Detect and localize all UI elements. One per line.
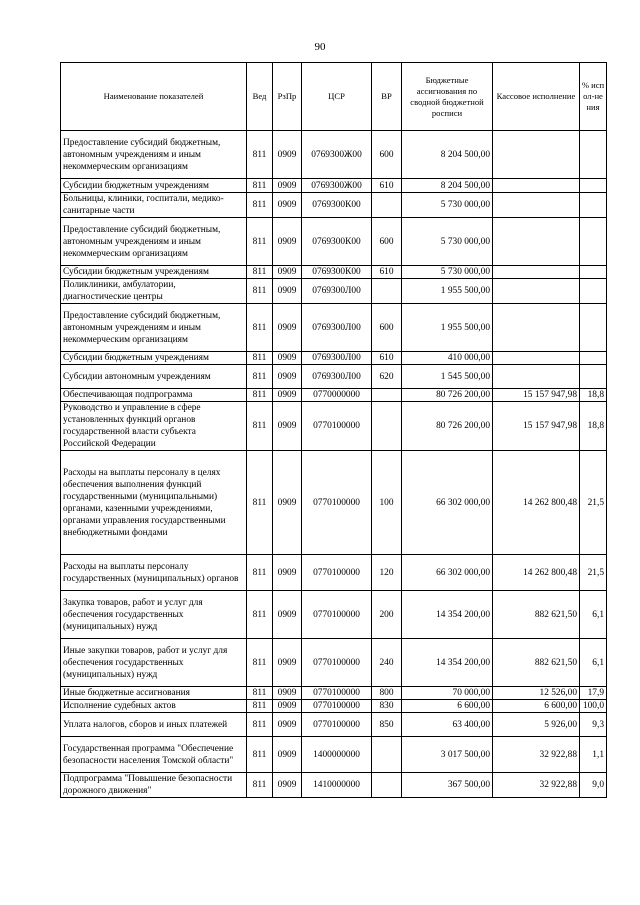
cell-rzpr: 0909 — [273, 389, 302, 402]
cell-name: Подпрограмма "Повышение безопасности дорожного движения" — [61, 773, 247, 798]
cell-name: Поликлиники, амбулатории, диагностические центры — [61, 279, 247, 304]
cell-name: Расходы на выплаты персоналу в целях обеспечения выполнения функций государственными (муниципальными) органами, казенными учреждениями, органами управления государственными внебюджетными фондами — [61, 451, 247, 555]
cell-rzpr: 0909 — [273, 304, 302, 352]
cell-execution-percent — [580, 193, 607, 218]
cell-assignment: 6 600,00 — [402, 700, 493, 713]
cell-rzpr: 0909 — [273, 352, 302, 365]
table-row — [61, 365, 607, 389]
cell-rzpr: 0909 — [273, 402, 302, 451]
cell-name: Государственная программа "Обеспечение безопасности населения Томской области" — [61, 737, 247, 773]
cell-ved: 811 — [247, 193, 273, 218]
table-row — [61, 266, 607, 279]
cell-assignment: 3 017 500,00 — [402, 737, 493, 773]
cell-csr: 0770100000 — [302, 700, 372, 713]
header-rzpr: РзПр — [273, 63, 302, 131]
page-number: 90 — [314, 41, 326, 53]
cell-execution-percent: 18,8 — [580, 402, 607, 451]
cell-vr — [372, 737, 402, 773]
cell-csr: 0770000000 — [302, 389, 372, 402]
cell-ved: 811 — [247, 131, 273, 179]
cell-name: Руководство и управление в сфере установленных функций органов государственной власти субъекта Российской Федерации — [61, 402, 247, 451]
cell-vr: 120 — [372, 555, 402, 591]
cell-assignment: 410 000,00 — [402, 352, 493, 365]
cell-assignment: 14 354 200,00 — [402, 639, 493, 687]
table-row — [61, 389, 607, 402]
cell-csr: 0769300Л00 — [302, 352, 372, 365]
header-csr: ЦСР — [302, 63, 372, 131]
cell-execution-percent — [580, 365, 607, 389]
table-row — [61, 591, 607, 639]
cell-vr — [372, 279, 402, 304]
cell-csr: 0769300Л00 — [302, 279, 372, 304]
cell-ved: 811 — [247, 737, 273, 773]
cell-execution-percent — [580, 279, 607, 304]
cell-csr: 0769300Л00 — [302, 304, 372, 352]
cell-cash-execution — [493, 179, 580, 193]
header-ved: Вед — [247, 63, 273, 131]
cell-name: Предоставление субсидий бюджетным, автономным учреждениям и иным некоммерческим организациям — [61, 131, 247, 179]
cell-vr: 850 — [372, 713, 402, 737]
cell-assignment: 80 726 200,00 — [402, 389, 493, 402]
table-row — [61, 279, 607, 304]
cell-cash-execution — [493, 279, 580, 304]
cell-vr: 620 — [372, 365, 402, 389]
cell-name: Больницы, клиники, госпитали, медико-санитарные части — [61, 193, 247, 218]
cell-cash-execution — [493, 304, 580, 352]
cell-vr: 600 — [372, 131, 402, 179]
cell-vr — [372, 773, 402, 798]
cell-rzpr: 0909 — [273, 451, 302, 555]
cell-execution-percent — [580, 218, 607, 266]
cell-csr: 0770100000 — [302, 713, 372, 737]
cell-ved: 811 — [247, 179, 273, 193]
cell-cash-execution: 882 621,50 — [493, 639, 580, 687]
table-row — [61, 402, 607, 451]
cell-name: Иные бюджетные ассигнования — [61, 687, 247, 700]
cell-execution-percent: 18,8 — [580, 389, 607, 402]
cell-execution-percent — [580, 352, 607, 365]
cell-name: Предоставление субсидий бюджетным, автономным учреждениям и иным некоммерческим организациям — [61, 304, 247, 352]
cell-csr: 0770100000 — [302, 639, 372, 687]
cell-vr: 600 — [372, 218, 402, 266]
cell-name: Субсидии бюджетным учреждениям — [61, 352, 247, 365]
cell-assignment: 367 500,00 — [402, 773, 493, 798]
table-row — [61, 193, 607, 218]
cell-cash-execution: 5 926,00 — [493, 713, 580, 737]
cell-csr: 0770100000 — [302, 402, 372, 451]
cell-ved: 811 — [247, 591, 273, 639]
cell-ved: 811 — [247, 304, 273, 352]
cell-vr: 600 — [372, 304, 402, 352]
cell-ved: 811 — [247, 773, 273, 798]
cell-name: Субсидии автономным учреждениям — [61, 365, 247, 389]
table-row — [61, 179, 607, 193]
cell-csr: 1400000000 — [302, 737, 372, 773]
cell-cash-execution: 14 262 800,48 — [493, 451, 580, 555]
cell-cash-execution — [493, 193, 580, 218]
cell-rzpr: 0909 — [273, 737, 302, 773]
cell-rzpr: 0909 — [273, 179, 302, 193]
table-row — [61, 352, 607, 365]
cell-cash-execution: 32 922,88 — [493, 773, 580, 798]
cell-name: Закупка товаров, работ и услуг для обеспечения государственных (муниципальных) нужд — [61, 591, 247, 639]
cell-cash-execution: 15 157 947,98 — [493, 402, 580, 451]
table-row — [61, 218, 607, 266]
table-row — [61, 687, 607, 700]
cell-ved: 811 — [247, 279, 273, 304]
cell-rzpr: 0909 — [273, 131, 302, 179]
cell-assignment: 1 955 500,00 — [402, 304, 493, 352]
cell-csr: 0769300К00 — [302, 266, 372, 279]
cell-vr: 100 — [372, 451, 402, 555]
cell-ved: 811 — [247, 555, 273, 591]
table-row — [61, 713, 607, 737]
cell-name: Расходы на выплаты персоналу государственных (муниципальных) органов — [61, 555, 247, 591]
cell-ved: 811 — [247, 713, 273, 737]
cell-csr: 0769300К00 — [302, 193, 372, 218]
cell-csr: 0770100000 — [302, 591, 372, 639]
cell-rzpr: 0909 — [273, 365, 302, 389]
cell-execution-percent — [580, 304, 607, 352]
cell-assignment: 14 354 200,00 — [402, 591, 493, 639]
cell-ved: 811 — [247, 218, 273, 266]
table-row — [61, 304, 607, 352]
cell-execution-percent: 9,3 — [580, 713, 607, 737]
table-row — [61, 451, 607, 555]
cell-ved: 811 — [247, 700, 273, 713]
cell-name: Иные закупки товаров, работ и услуг для обеспечения государственных (муниципальных) нужд — [61, 639, 247, 687]
cell-rzpr: 0909 — [273, 773, 302, 798]
cell-cash-execution — [493, 266, 580, 279]
table-row — [61, 555, 607, 591]
cell-csr: 0770100000 — [302, 687, 372, 700]
cell-execution-percent: 21,5 — [580, 451, 607, 555]
cell-name: Уплата налогов, сборов и иных платежей — [61, 713, 247, 737]
cell-execution-percent: 21,5 — [580, 555, 607, 591]
cell-ved: 811 — [247, 389, 273, 402]
cell-execution-percent: 6,1 — [580, 591, 607, 639]
header-assign: Бюджетные ассигнования по сводной бюджетной росписи — [402, 63, 493, 131]
cell-assignment: 66 302 000,00 — [402, 555, 493, 591]
cell-rzpr: 0909 — [273, 266, 302, 279]
cell-rzpr: 0909 — [273, 591, 302, 639]
cell-rzpr: 0909 — [273, 687, 302, 700]
cell-rzpr: 0909 — [273, 639, 302, 687]
cell-rzpr: 0909 — [273, 555, 302, 591]
cell-rzpr: 0909 — [273, 193, 302, 218]
header-pct: % испол-нения — [580, 63, 607, 131]
cell-execution-percent — [580, 131, 607, 179]
cell-ved: 811 — [247, 451, 273, 555]
cell-execution-percent: 1,1 — [580, 737, 607, 773]
cell-cash-execution: 6 600,00 — [493, 700, 580, 713]
cell-cash-execution: 15 157 947,98 — [493, 389, 580, 402]
cell-assignment: 70 000,00 — [402, 687, 493, 700]
header-kass: Кассовое исполнение — [493, 63, 580, 131]
cell-vr — [372, 389, 402, 402]
cell-assignment: 1 545 500,00 — [402, 365, 493, 389]
cell-vr — [372, 193, 402, 218]
cell-rzpr: 0909 — [273, 279, 302, 304]
cell-rzpr: 0909 — [273, 713, 302, 737]
cell-ved: 811 — [247, 365, 273, 389]
table-row — [61, 639, 607, 687]
cell-csr: 0769300Ж00 — [302, 179, 372, 193]
cell-vr — [372, 402, 402, 451]
cell-assignment: 1 955 500,00 — [402, 279, 493, 304]
cell-cash-execution — [493, 131, 580, 179]
cell-assignment: 5 730 000,00 — [402, 218, 493, 266]
cell-csr: 0769300Ж00 — [302, 131, 372, 179]
cell-csr: 0769300Л00 — [302, 365, 372, 389]
cell-assignment: 80 726 200,00 — [402, 402, 493, 451]
cell-name: Предоставление субсидий бюджетным, автономным учреждениям и иным некоммерческим организациям — [61, 218, 247, 266]
cell-ved: 811 — [247, 402, 273, 451]
cell-assignment: 63 400,00 — [402, 713, 493, 737]
header-name: Наименование показателей — [61, 63, 247, 131]
cell-ved: 811 — [247, 352, 273, 365]
cell-ved: 811 — [247, 639, 273, 687]
cell-cash-execution: 882 621,50 — [493, 591, 580, 639]
cell-execution-percent: 100,0 — [580, 700, 607, 713]
table-row — [61, 773, 607, 798]
cell-name: Исполнение судебных актов — [61, 700, 247, 713]
cell-vr: 830 — [372, 700, 402, 713]
cell-assignment: 8 204 500,00 — [402, 179, 493, 193]
cell-cash-execution — [493, 365, 580, 389]
cell-rzpr: 0909 — [273, 700, 302, 713]
cell-execution-percent: 17,9 — [580, 687, 607, 700]
cell-vr: 610 — [372, 266, 402, 279]
table-row — [61, 700, 607, 713]
table-row — [61, 737, 607, 773]
header-vr: ВР — [372, 63, 402, 131]
cell-csr: 1410000000 — [302, 773, 372, 798]
cell-name: Субсидии бюджетным учреждениям — [61, 179, 247, 193]
cell-execution-percent — [580, 179, 607, 193]
cell-assignment: 66 302 000,00 — [402, 451, 493, 555]
cell-assignment: 5 730 000,00 — [402, 193, 493, 218]
cell-assignment: 8 204 500,00 — [402, 131, 493, 179]
cell-ved: 811 — [247, 687, 273, 700]
cell-cash-execution: 14 262 800,48 — [493, 555, 580, 591]
budget-table — [60, 62, 607, 798]
cell-ved: 811 — [247, 266, 273, 279]
cell-vr: 610 — [372, 352, 402, 365]
cell-cash-execution — [493, 352, 580, 365]
cell-rzpr: 0909 — [273, 218, 302, 266]
cell-execution-percent: 6,1 — [580, 639, 607, 687]
cell-csr: 0770100000 — [302, 451, 372, 555]
cell-cash-execution: 32 922,88 — [493, 737, 580, 773]
cell-vr: 610 — [372, 179, 402, 193]
cell-execution-percent — [580, 266, 607, 279]
cell-vr: 800 — [372, 687, 402, 700]
cell-vr: 240 — [372, 639, 402, 687]
table-row — [61, 131, 607, 179]
cell-assignment: 5 730 000,00 — [402, 266, 493, 279]
cell-name: Субсидии бюджетным учреждениям — [61, 266, 247, 279]
cell-cash-execution: 12 526,00 — [493, 687, 580, 700]
cell-vr: 200 — [372, 591, 402, 639]
cell-csr: 0769300К00 — [302, 218, 372, 266]
cell-csr: 0770100000 — [302, 555, 372, 591]
cell-name: Обеспечивающая подпрограмма — [61, 389, 247, 402]
cell-execution-percent: 9,0 — [580, 773, 607, 798]
header-row — [61, 63, 607, 131]
cell-cash-execution — [493, 218, 580, 266]
